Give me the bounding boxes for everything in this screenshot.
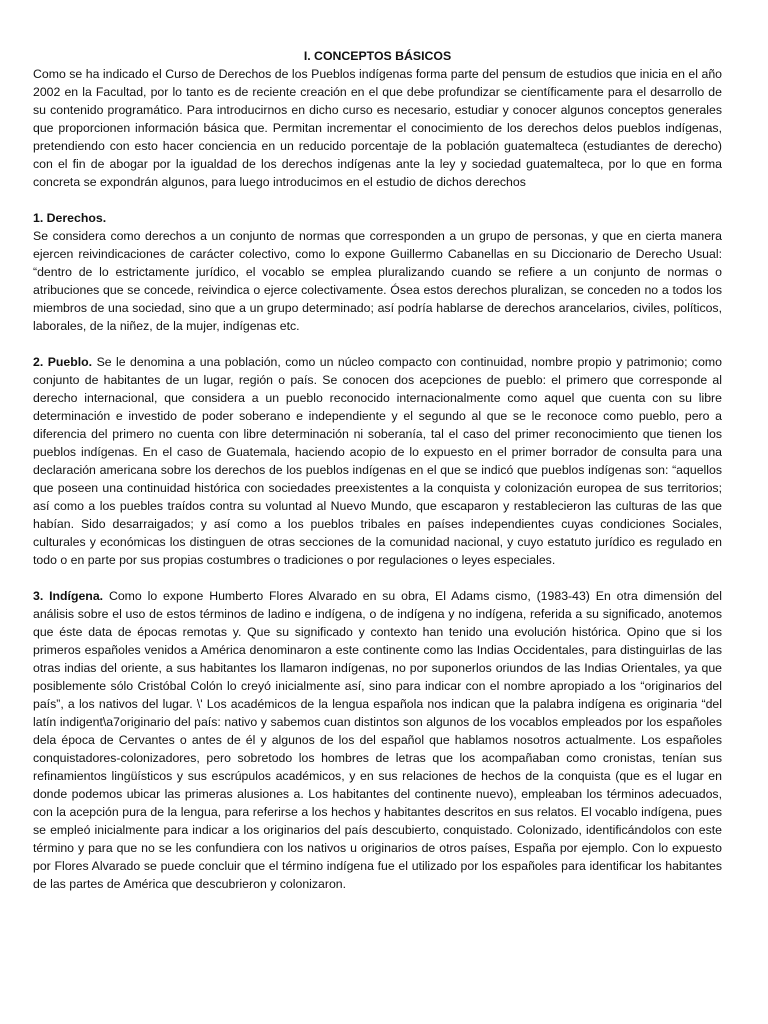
section-heading-pueblo: 2. Pueblo. [33,355,93,369]
section-text-derechos: Se considera como derechos a un conjunto de normas que corresponden a un grupo de personas, y que en cierta manera ejercen reivindicaciones de carácter colectivo, como lo expone Guillermo Cabanellas en su Diccionario de Derecho Usual: “dentro de lo estrictamente jurídico, el vocablo se emplea pluralizando cuando se refiere a un conjunto de normas o atribuciones que se concede, reivindica o ejerce colectivamente. Ósea estos derechos pluralizan, se conceden no a todos los miembros de una sociedad, sino que a un grupo determinado; así podría hablarse de derechos arancelarios, civiles, políticos, laborales, de la niñez, de la mujer, indígenas etc. [33,229,722,333]
section-heading-indigena: 3. Indígena. [33,589,104,603]
section-paragraph-indigena [33,587,722,893]
section-paragraph-pueblo [33,353,722,569]
intro-paragraph: Como se ha indicado el Curso de Derechos de los Pueblos indígenas forma parte del pensum de estudios que inicia en el año 2002 en la Facultad, por lo tanto es de reciente creación en el que debe profundizar se científicamente para el desarrollo de su contenido programático. Para introducirnos en dicho curso es necesario, estudiar y conocer algunos conceptos generales que proporcionen información básica que. Permitan incrementar el conocimiento de los derechos delos pueblos indígenas, pretendiendo con esto hacer conciencia en un reducido porcentaje de la población guatemalteca (estudiantes de derecho) con el fin de abogar por la igualdad de los derechos indígenas ante la ley y sociedad guatemalteca, por lo que en forma concreta se expondrán algunos, para luego introducimos en el estudio de dichos derechos [33,67,722,189]
section-text-pueblo: Se le denomina a una población, como un núcleo compacto con continuidad, nombre propio y patrimonio; como conjunto de habitantes de un lugar, región o país. Se conocen dos acepciones de pueblo: el primero que corresponde al derecho internacional, que considera a un pueblo reconocido internacionalmente como aquel que cuenta con su libre determinación e investido de poder soberano e independiente y el segundo al que se le reconoce como pueblo, pero a diferencia del primero no cuenta con libre determinación ni soberanía, tal el caso del primer reconocimiento que tienen los pueblos indígenas. En el caso de Guatemala, haciendo acopio de lo expuesto en el primer borrador de consulta para una declaración americana sobre los derechos de los pueblos indígenas en el que se indicó que pueblos indígenas son: “aquellos que poseen una continuidad histórica con sociedades preexistentes a la conquista y colonización europea de sus territorios; así como a los puebles traídos contra su voluntad al Nuevo Mundo, que escaparon y restablecieron las culturas de las que habían. Sido desarraigados; y así como a los pueblos tribales en países independientes cuyas condiciones Sociales, culturales y económicas los distinguen de otras secciones de la comunidad nacional, y cuyo estatuto jurídico es regulado en todo o en parte por sus propias costumbres o tradiciones o por regulaciones o leyes especiales. [33,355,722,567]
section-heading-derechos: 1. Derechos. [33,211,107,225]
page-title: I. CONCEPTOS BÁSICOS [303,49,452,63]
section-text-indigena: Como lo expone Humberto Flores Alvarado en su obra, El Adams cismo, (1983-43) En otra dimensión del análisis sobre el uso de estos términos de ladino e indígena, o de indígena y no indígena, referida a su significado, anotemos que éste data de épocas remotas y. Que su significado y contexto han tenido una evolución histórica. Opino que si los primeros españoles venidos a América denominaron a este continente como las Indias Occidentales, para distinguirlas de las otras indias del oriente, a sus habitantes los llamaron indígenas, no por suponerlos oriundos de las Indias Orientales, ya que posiblemente sólo Cristóbal Colón lo creyó inicialmente así, sino para indicar con el nombre apropiado a los “originarios del país”, a los nativos del lugar. \' Los académicos de la lengua española nos indican que la palabra indígena es originaria “del latín indigent\a7originario del país: nativo y sabemos cuan distintos son algunos de los vocablos empleados por los españoles dela época de Cervantes o antes de él y algunos de los del español que hablamos nosotros actualmente. Los españoles conquistadores-colonizadores, pero sobretodo los hombres de letras que los acompañaban como cronistas, tenían sus refinamientos lingüísticos y sus escrúpulos académicos, y en sus relaciones de hechos de la conquista (que es el lugar en donde podemos ubicar las primeras alusiones a. Los habitantes del continente nuevo), empleaban los términos adecuados, con la acepción pura de la lengua, para referirse a los hechos y habitantes descritos en sus relatos. El vocablo indígena, pues se empleó inicialmente para indicar a los originarios del país descubierto, conquistado. Colonizado, identificándolos con este término y para que no se les confundiera con los nativos u originarios de otros países, España por ejemplo. Con lo expuesto por Flores Alvarado se puede concluir que el término indígena fue el utilizado por los españoles para identificar los habitantes de las partes de América que descubrieron y colonizaron. [33,589,722,891]
